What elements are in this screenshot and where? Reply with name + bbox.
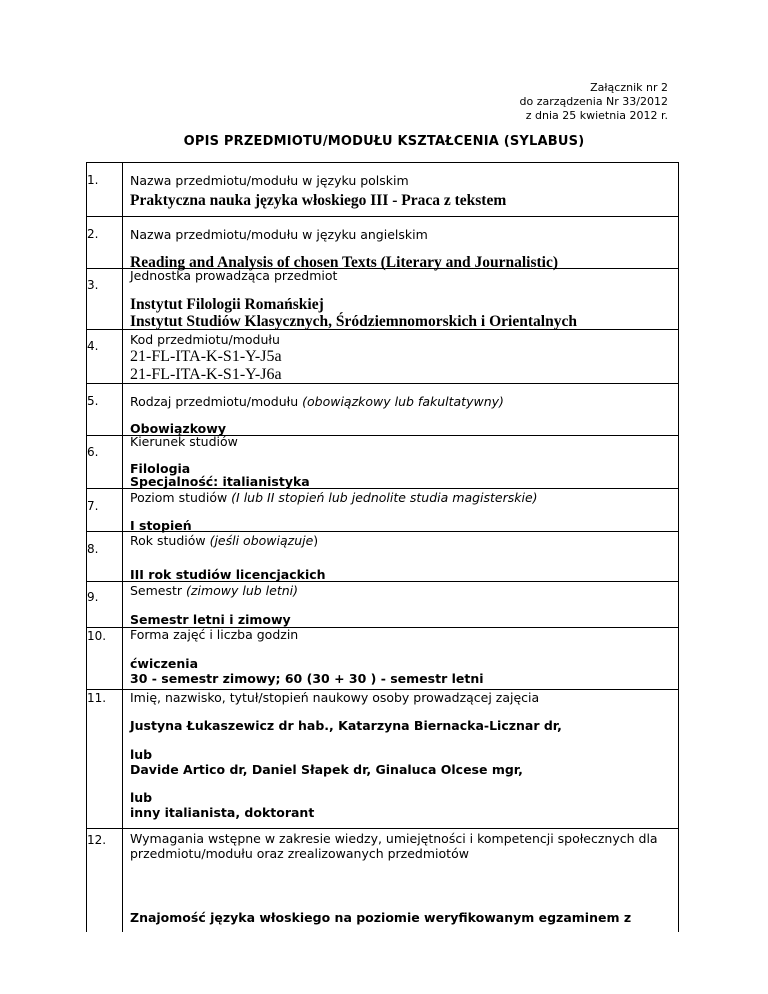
- row-value-line: 21-FL-ITA-K-S1-Y-J6a: [130, 366, 282, 383]
- row-value-line: Instytut Filologii Romańskiej: [130, 296, 324, 313]
- document-title: OPIS PRZEDMIOTU/MODUŁU KSZTAŁCENIA (SYLABUS): [183, 134, 585, 149]
- row-label-text: Semestr: [130, 583, 187, 598]
- row-value-line: inny italianista, doktorant: [130, 805, 315, 820]
- row-label-note: (zimowy lub letni): [186, 583, 299, 598]
- row-label: [130, 394, 504, 409]
- row-number: 5.: [87, 394, 99, 408]
- row-label-text: Poziom studiów: [130, 490, 232, 505]
- annex-line-1: Załącznik nr 2: [590, 81, 668, 94]
- row-label-note: (jeśli obowiązuje: [209, 533, 314, 548]
- row-value-line: ćwiczenia: [130, 656, 199, 671]
- row-divider: [86, 216, 679, 217]
- row-label: Nazwa przedmiotu/modułu w języku angielskim: [130, 227, 428, 242]
- table-border-right: [678, 162, 679, 932]
- row-label-text: Rodzaj przedmiotu/modułu: [130, 394, 303, 409]
- row-number: 9.: [87, 590, 99, 604]
- row-label-note: (I lub II stopień lub jednolite studia magisterskie): [231, 490, 538, 505]
- annex-line-3: z dnia 25 kwietnia 2012 r.: [525, 109, 668, 122]
- row-number: 6.: [87, 445, 99, 459]
- row-value-line: Justyna Łukaszewicz dr hab., Katarzyna Biernacka-Licznar dr,: [130, 718, 562, 733]
- row-value-line: Specjalność: italianistyka: [130, 474, 310, 489]
- row-number: 11.: [87, 691, 107, 705]
- row-label: Kod przedmiotu/modułu: [130, 332, 280, 347]
- row-value: I stopień: [130, 518, 192, 533]
- row-value-line: Davide Artico dr, Daniel Słapek dr, Ginaluca Olcese mgr,: [130, 762, 523, 777]
- syllabus-table: [86, 162, 679, 932]
- row-number: 12.: [87, 833, 107, 847]
- row-value-line: 21-FL-ITA-K-S1-Y-J5a: [130, 348, 282, 365]
- row-value: Praktyczna nauka języka włoskiego III - Praca z tekstem: [130, 192, 507, 209]
- row-value: III rok studiów licencjackich: [130, 567, 326, 582]
- row-label: Kierunek studiów: [130, 434, 238, 449]
- row-value-line: 30 - semestr zimowy; 60 (30 + 30 ) - semestr letni: [130, 671, 484, 686]
- row-label: Wymagania wstępne w zakresie wiedzy, umiejętności i kompetencji społecznych dla przedmiotu/modułu oraz zrealizowanych przedmiotów: [130, 831, 658, 861]
- row-value: Znajomość języka włoskiego na poziomie weryfikowanym egzaminem z: [130, 910, 632, 925]
- row-label: Jednostka prowadząca przedmiot: [130, 268, 338, 283]
- row-number: 4.: [87, 339, 99, 353]
- row-value: Semestr letni i zimowy: [130, 612, 291, 627]
- row-value-line: lub: [130, 790, 153, 805]
- row-value: Obowiązkowy: [130, 421, 226, 436]
- row-label-text: Rok studiów: [130, 533, 210, 548]
- row-value-line: lub: [130, 747, 153, 762]
- row-label-tail: ): [313, 533, 319, 548]
- annex-line-2: do zarządzenia Nr 33/2012: [519, 95, 668, 108]
- row-label: Imię, nazwisko, tytuł/stopień naukowy osoby prowadzącej zajęcia: [130, 690, 540, 705]
- row-label: [130, 583, 298, 598]
- row-number: 2.: [87, 227, 99, 241]
- row-number: 8.: [87, 542, 99, 556]
- row-label: Nazwa przedmiotu/modułu w języku polskim: [130, 173, 409, 188]
- row-label-note: (obowiązkowy lub fakultatywny): [302, 394, 504, 409]
- row-label: [130, 533, 318, 548]
- row-number: 3.: [87, 278, 99, 292]
- table-border-top: [86, 162, 679, 163]
- row-number: 7.: [87, 499, 99, 513]
- row-divider: [86, 828, 679, 829]
- row-value-line: Instytut Studiów Klasycznych, Śródziemnomorskich i Orientalnych: [130, 313, 577, 330]
- row-label: [130, 490, 538, 505]
- row-number: 1.: [87, 173, 99, 187]
- row-value-line: Filologia: [130, 461, 191, 476]
- row-value: Reading and Analysis of chosen Texts (Literary and Journalistic): [130, 254, 559, 271]
- annex-note: [520, 81, 669, 123]
- row-number: 10.: [87, 629, 107, 643]
- row-label: Forma zajęć i liczba godzin: [130, 627, 299, 642]
